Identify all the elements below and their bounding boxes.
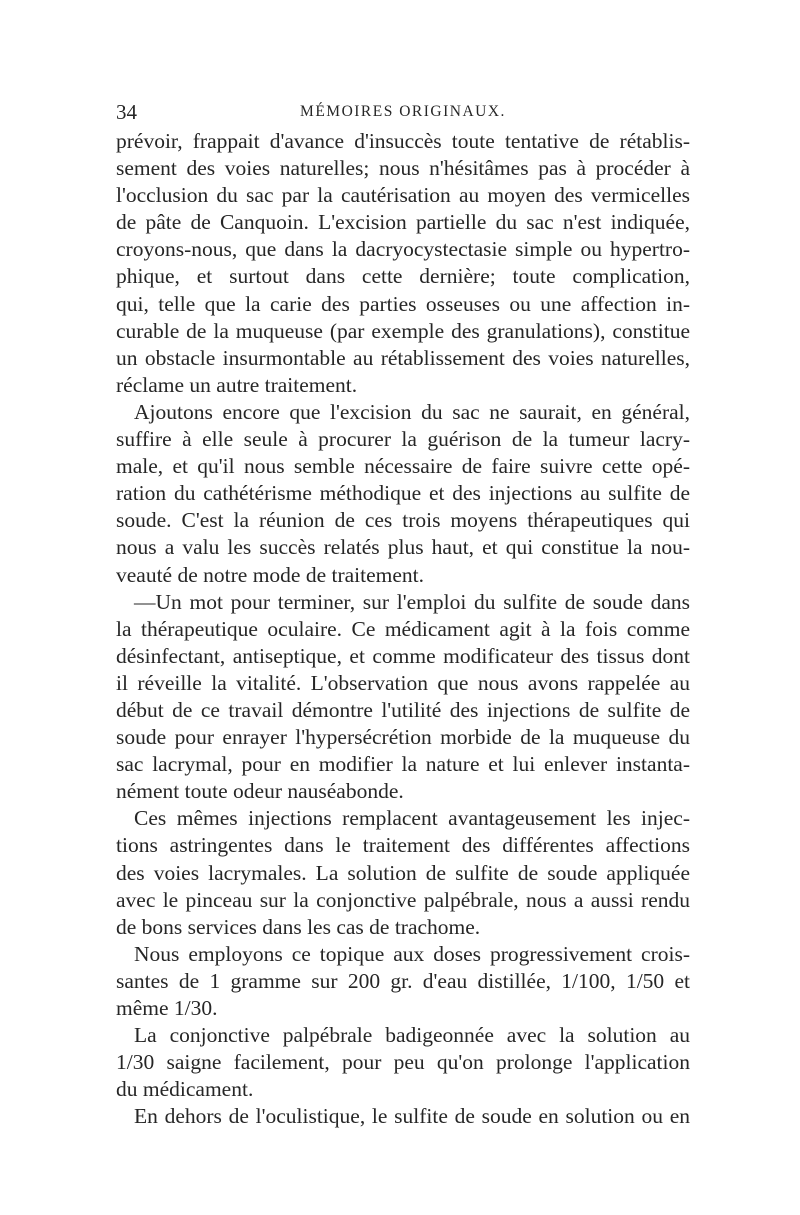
text-line: un obstacle insurmontable au rétablissement des voies naturelles, [116, 345, 690, 370]
text-line: veauté de notre mode de traitement. [116, 562, 425, 587]
text-line: réclame un autre traitement. [116, 372, 358, 397]
text-line: santes de 1 gramme sur 200 gr. d'eau distillée, 1/100, 1/50 et [116, 968, 690, 993]
text-line: il réveille la vitalité. L'observation que nous avons rappelée au [116, 670, 690, 695]
text-line: tions astringentes dans le traitement des différentes affections [116, 833, 690, 858]
text-line: sac lacrymal, pour en modifier la nature et lui enlever instanta- [116, 752, 690, 777]
body-text [116, 128, 690, 1130]
text-line: Nous employons ce topique aux doses progressivement crois- [134, 941, 690, 966]
text-line: La conjonctive palpébrale badigeonnée avec la solution au [134, 1023, 690, 1048]
text-line: croyons-nous, que dans la dacryocystectasie simple ou hypertro- [116, 237, 690, 262]
text-line: nous a valu les succès relatés plus haut, et qui constitue la nou- [116, 535, 690, 560]
text-line: de pâte de Canquoin. L'excision partielle du sac n'est indiquée, [116, 210, 690, 235]
text-line: nément toute odeur nauséabonde. [116, 779, 404, 804]
text-line: curable de la muqueuse (par exemple des granulations), constitue [116, 318, 690, 343]
page-header [116, 100, 690, 130]
text-line: Ces mêmes injections remplacent avantageusement les injec- [134, 806, 690, 831]
running-title: MÉMOIRES ORIGINAUX. [300, 103, 506, 120]
page-number: 34 [116, 100, 137, 124]
text-line: qui, telle que la carie des parties osseuses ou une affection in- [116, 291, 690, 316]
text-line: même 1/30. [116, 996, 218, 1020]
text-line: phique, et surtout dans cette dernière; toute complication, [116, 264, 690, 289]
text-line: sement des voies naturelles; nous n'hésitâmes pas à procéder à [116, 156, 690, 181]
text-line: En dehors de l'oculistique, le sulfite de soude en solution ou en [134, 1104, 690, 1129]
text-line: début de ce travail démontre l'utilité des injections de sulfite de [116, 697, 690, 722]
text-line: 1/30 saigne facilement, pour peu qu'on prolonge l'application [116, 1050, 690, 1075]
text-line: la thérapeutique oculaire. Ce médicament agit à la fois comme [116, 616, 690, 641]
text-line: soude. C'est la réunion de ces trois moyens thérapeutiques qui [116, 508, 690, 533]
text-line: Ajoutons encore que l'excision du sac ne saurait, en général, [134, 399, 690, 424]
text-line: désinfectant, antiseptique, et comme modificateur des tissus dont [116, 643, 690, 668]
text-line: soude pour enrayer l'hypersécrétion morbide de la muqueuse du [116, 725, 690, 750]
text-line: l'occlusion du sac par la cautérisation au moyen des vermicelles [116, 183, 690, 208]
text-line: des voies lacrymales. La solution de sulfite de soude appliquée [116, 860, 690, 885]
text-line: ration du cathétérisme méthodique et des injections au sulfite de [116, 481, 690, 506]
text-line: prévoir, frappait d'avance d'insuccès toute tentative de rétablis- [116, 129, 690, 153]
text-line: suffire à elle seule à procurer la guérison de la tumeur lacry- [116, 427, 690, 452]
text-line: du médicament. [116, 1077, 254, 1102]
text-line: male, et qu'il nous semble nécessaire de faire suivre cette opé- [116, 454, 690, 479]
text-line: de bons services dans les cas de trachome. [116, 914, 481, 939]
text-line: avec le pinceau sur la conjonctive palpébrale, nous a aussi rendu [116, 887, 690, 912]
text-line: —Un mot pour terminer, sur l'emploi du sulfite de soude dans [134, 589, 690, 614]
